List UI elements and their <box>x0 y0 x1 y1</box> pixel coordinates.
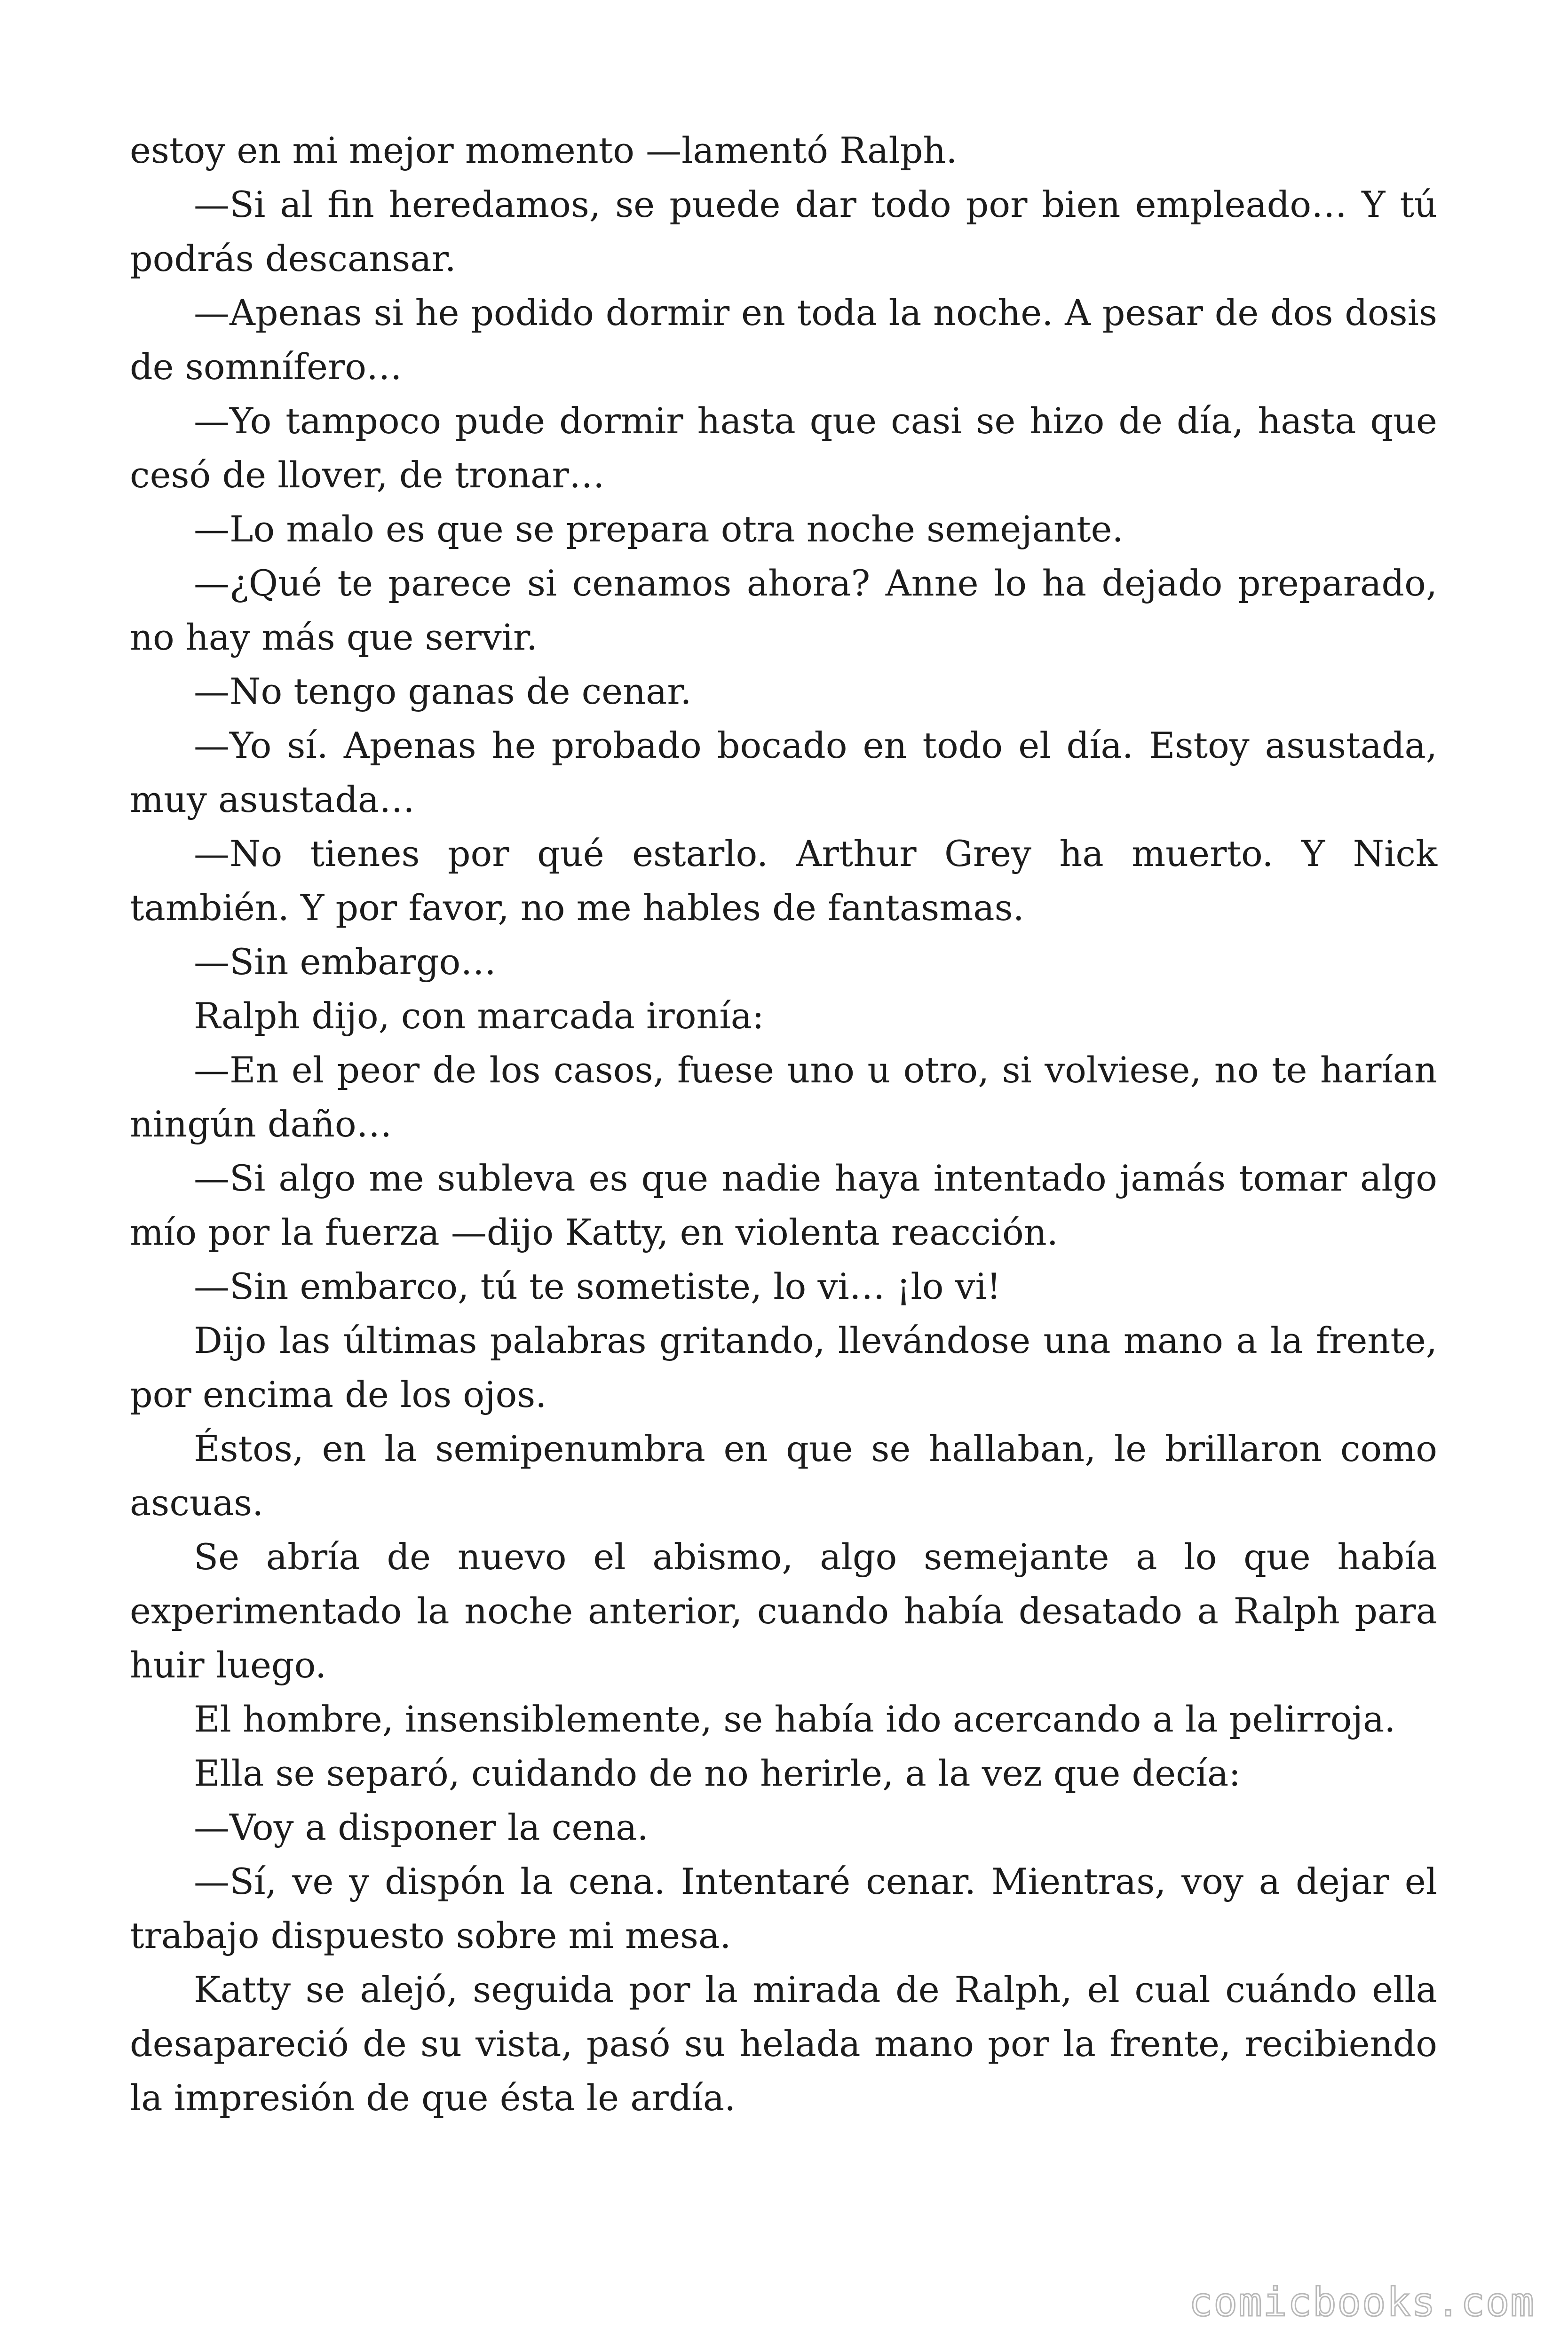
paragraph: —Si algo me subleva es que nadie haya intentado jamás tomar algo mío por la fuerza —dijo Katty, en violenta reacción. <box>130 1157 1437 1253</box>
paragraph: —Sí, ve y dispón la cena. Intentaré cenar. Mientras, voy a dejar el trabajo dispuesto sobre mi mesa. <box>130 1860 1437 1956</box>
watermark: comicbooks.com <box>1188 2279 1535 2325</box>
paragraph: Éstos, en la semipenumbra en que se hallaban, le brillaron como ascuas. <box>130 1428 1437 1524</box>
page-body-text <box>130 123 1437 2125</box>
paragraph: Se abría de nuevo el abismo, algo semejante a lo que había experimentado la noche anterior, cuando había desatado a Ralph para huir luego. <box>130 1536 1437 1686</box>
paragraph: —No tengo ganas de cenar. <box>194 670 692 712</box>
paragraph: —Apenas si he podido dormir en toda la noche. A pesar de dos dosis de somnífero… <box>130 292 1437 388</box>
paragraph: El hombre, insensiblemente, se había ido acercando a la pelirroja. <box>194 1698 1396 1740</box>
paragraph: —Yo tampoco pude dormir hasta que casi se hizo de día, hasta que cesó de llover, de tronar… <box>130 400 1437 496</box>
paragraph: —Voy a disponer la cena. <box>194 1806 649 1848</box>
paragraph: —En el peor de los casos, fuese uno u otro, si volviese, no te harían ningún daño… <box>130 1049 1437 1145</box>
paragraph: Ella se separó, cuidando de no herirle, a la vez que decía: <box>194 1752 1241 1794</box>
paragraph: —Yo sí. Apenas he probado bocado en todo el día. Estoy asustada, muy asustada… <box>130 724 1437 820</box>
paragraph: —¿Qué te parece si cenamos ahora? Anne lo ha dejado preparado, no hay más que servir. <box>130 562 1437 658</box>
paragraph: —Lo malo es que se prepara otra noche semejante. <box>194 508 1124 550</box>
paragraph: Dijo las últimas palabras gritando, llevándose una mano a la frente, por encima de los ojos. <box>130 1319 1437 1415</box>
paragraph: Katty se alejó, seguida por la mirada de Ralph, el cual cuándo ella desapareció de su vista, pasó su helada mano por la frente, recibiendo la impresión de que ésta le ardía. <box>130 1969 1437 2119</box>
paragraph: —No tienes por qué estarlo. Arthur Grey ha muerto. Y Nick también. Y por favor, no me hables de fantasmas. <box>130 833 1437 929</box>
paragraph: —Si al fin heredamos, se puede dar todo por bien empleado… Y tú podrás descansar. <box>130 183 1437 279</box>
paragraph: —Sin embarco, tú te sometiste, lo vi… ¡lo vi! <box>194 1265 1001 1307</box>
paragraph: —Sin embargo… <box>194 941 497 983</box>
paragraph: Ralph dijo, con marcada ironía: <box>194 995 764 1037</box>
paragraph-continuation: estoy en mi mejor momento —lamentó Ralph. <box>130 129 958 171</box>
